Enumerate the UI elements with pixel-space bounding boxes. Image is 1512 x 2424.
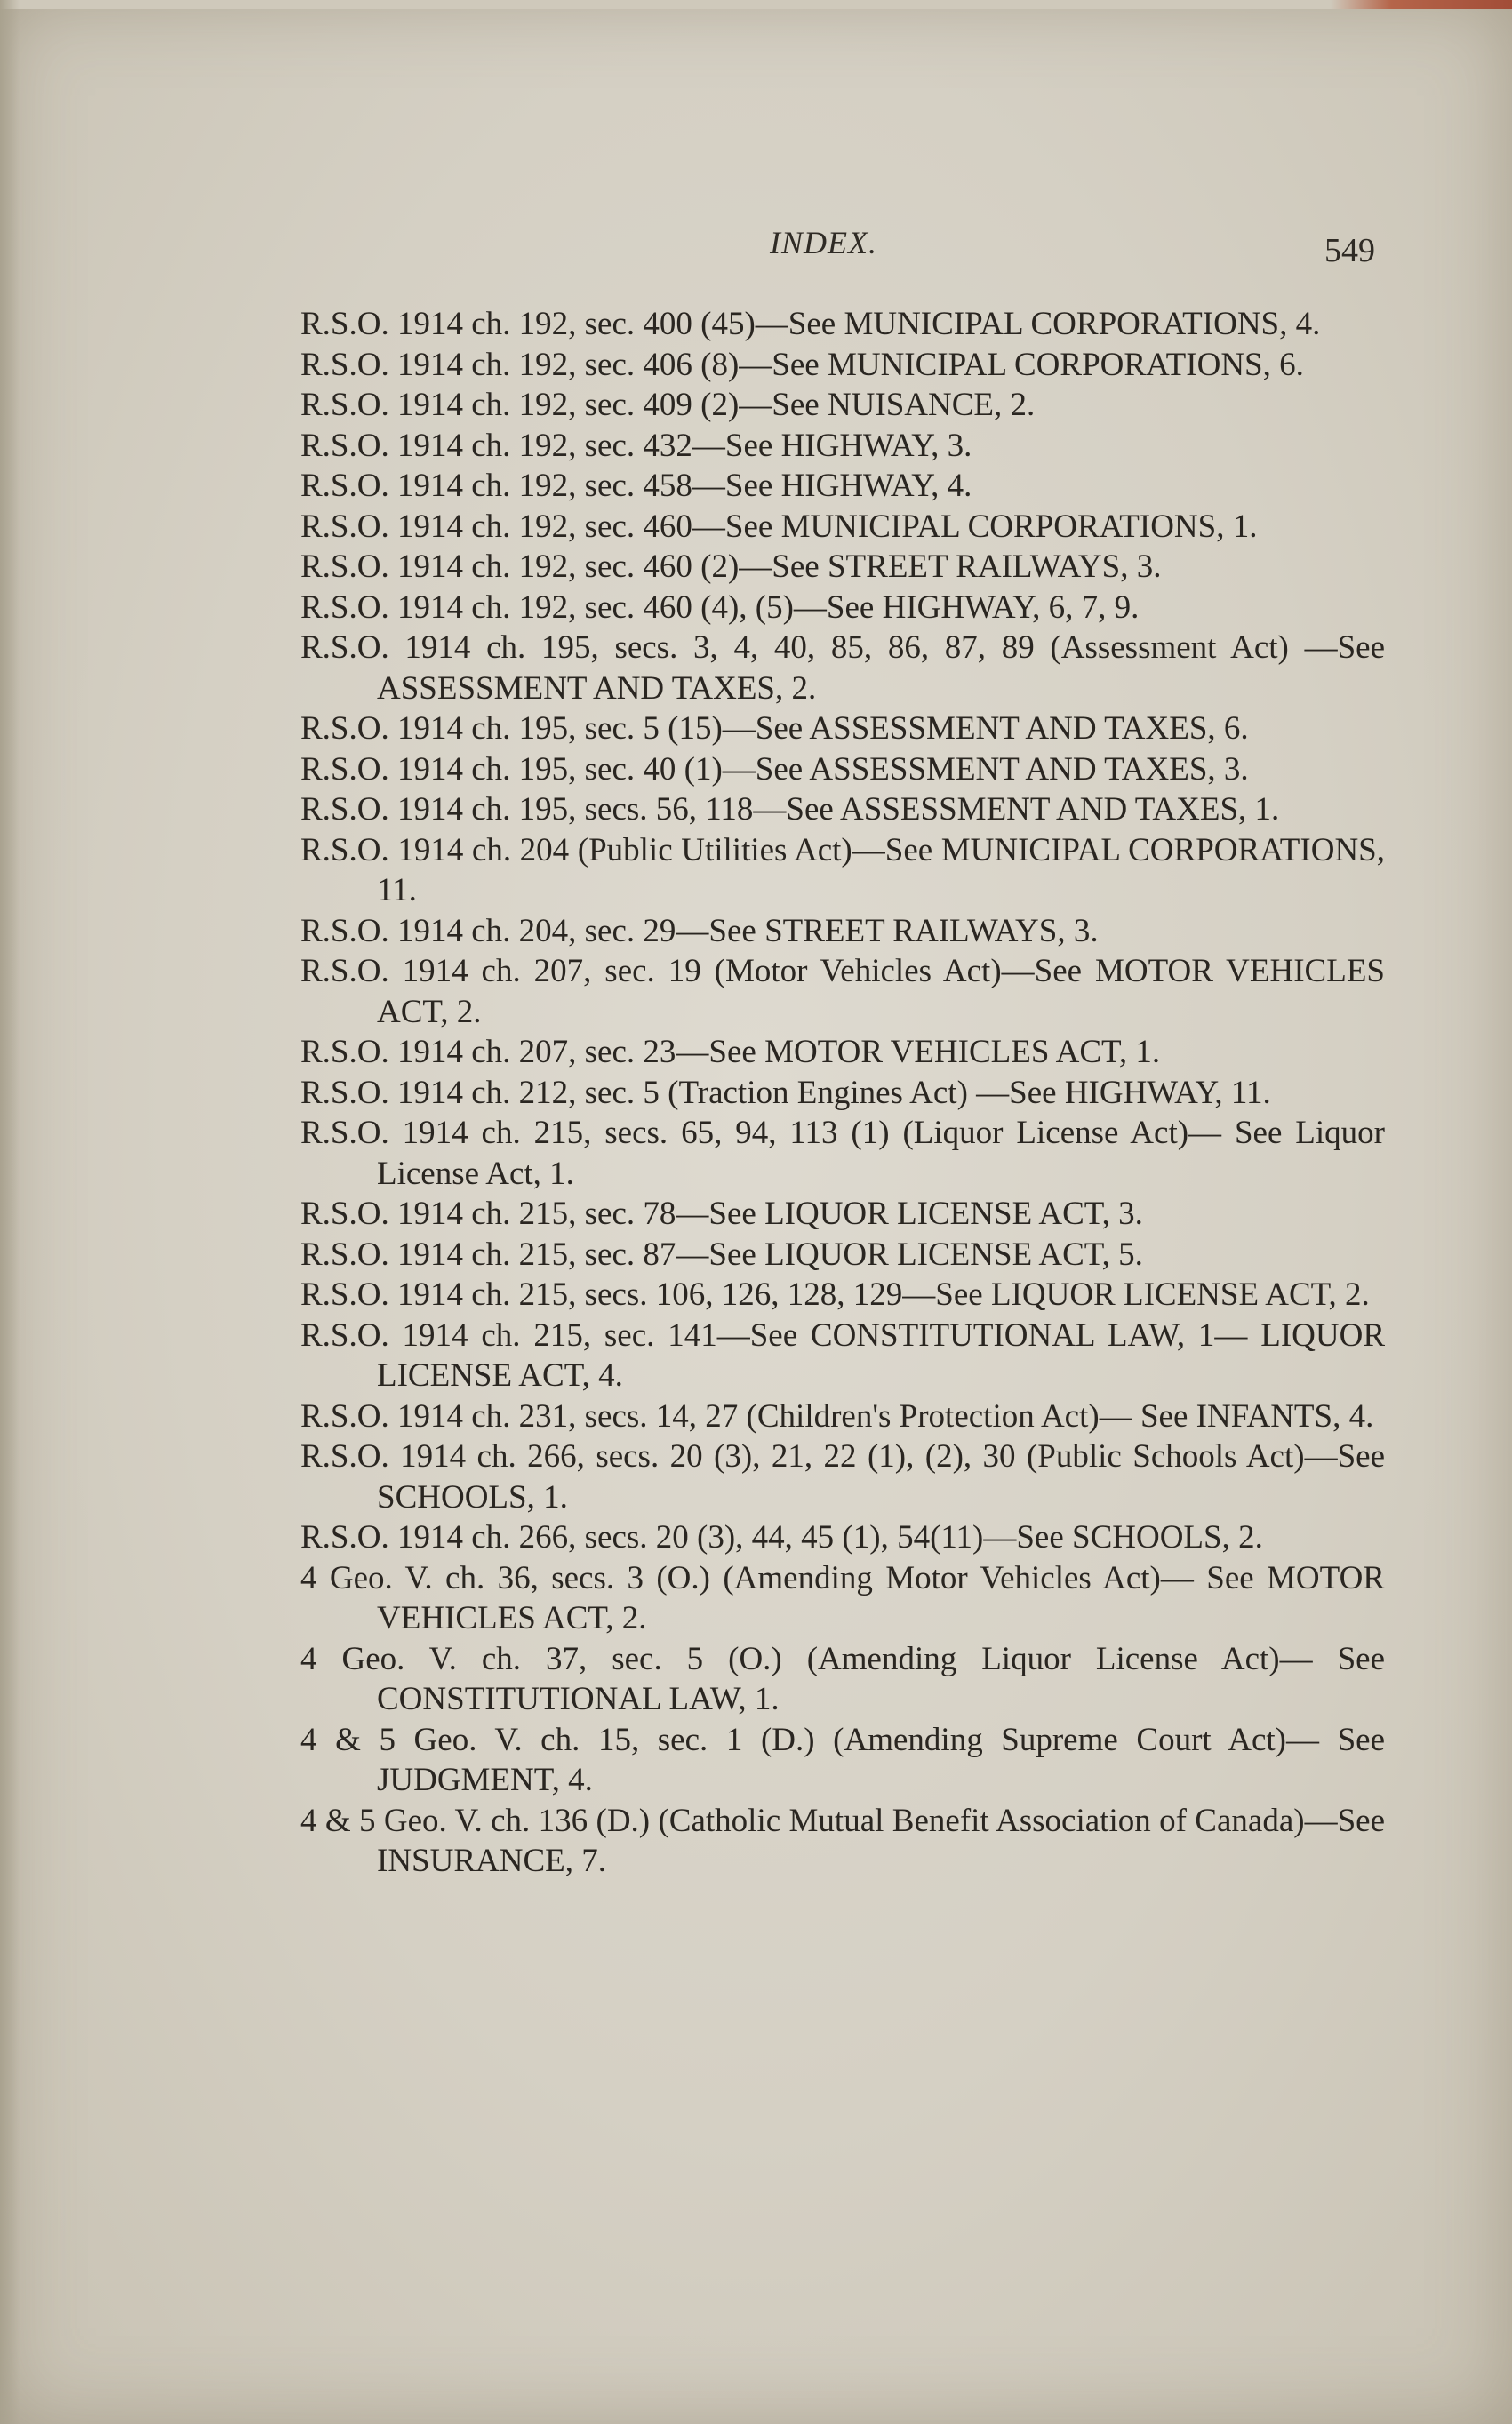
index-entry: R.S.O. 1914 ch. 207, sec. 19 (Motor Vehicles Act)—See MOTOR VEHICLES ACT, 2. <box>300 953 1385 1030</box>
index-entry: R.S.O. 1914 ch. 192, sec. 460 (2)—See STREET RAILWAYS, 3. <box>300 548 1162 585</box>
index-entry: R.S.O. 1914 ch. 204 (Public Utilities Act)—See MUNICIPAL CORPORATIONS, 11. <box>300 831 1385 908</box>
page-number: 549 <box>1324 232 1375 269</box>
index-entry: R.S.O. 1914 ch. 204, sec. 29—See STREET RAILWAYS, 3. <box>300 912 1099 949</box>
index-entry: R.S.O. 1914 ch. 231, secs. 14, 27 (Children's Protection Act)— See INFANTS, 4. <box>300 1397 1374 1435</box>
page-top-edge <box>0 0 1512 9</box>
index-entry: R.S.O. 1914 ch. 192, sec. 458—See HIGHWAY, 4. <box>300 468 972 504</box>
index-entry: R.S.O. 1914 ch. 215, secs. 106, 126, 128, 129—See LIQUOR LICENSE ACT, 2. <box>300 1276 1370 1313</box>
index-entry: R.S.O. 1914 ch. 215, sec. 78—See LIQUOR LICENSE ACT, 3. <box>300 1196 1143 1232</box>
index-entries <box>300 304 1385 1882</box>
index-entry: R.S.O. 1914 ch. 215, secs. 65, 94, 113 (1) (Liquor License Act)— See Liquor License Act, 1. <box>300 1115 1385 1192</box>
index-entry: R.S.O. 1914 ch. 195, sec. 5 (15)—See ASSESSMENT AND TAXES, 6. <box>300 710 1249 747</box>
index-entry: R.S.O. 1914 ch. 192, sec. 460 (4), (5)—See HIGHWAY, 6, 7, 9. <box>300 588 1140 626</box>
index-entry: R.S.O. 1914 ch. 192, sec. 406 (8)—See MUNICIPAL CORPORATIONS, 6. <box>300 346 1304 383</box>
index-entry: R.S.O. 1914 ch. 195, secs. 56, 118—See ASSESSMENT AND TAXES, 1. <box>300 791 1280 828</box>
index-entry: R.S.O. 1914 ch. 192, sec. 409 (2)—See NUISANCE, 2. <box>300 387 1036 423</box>
index-entry: 4 & 5 Geo. V. ch. 136 (D.) (Catholic Mutual Benefit Association of Canada)—See INSURANCE, 7. <box>300 1802 1385 1879</box>
page-header <box>0 224 1512 277</box>
index-entry: R.S.O. 1914 ch. 192, sec. 432—See HIGHWAY, 3. <box>300 427 972 464</box>
index-entry: R.S.O. 1914 ch. 195, sec. 40 (1)—See ASSESSMENT AND TAXES, 3. <box>300 750 1249 788</box>
index-entry: R.S.O. 1914 ch. 207, sec. 23—See MOTOR VEHICLES ACT, 1. <box>300 1034 1161 1070</box>
index-entry: R.S.O. 1914 ch. 215, sec. 141—See CONSTITUTIONAL LAW, 1— LIQUOR LICENSE ACT, 4. <box>300 1316 1385 1394</box>
index-entry: 4 & 5 Geo. V. ch. 15, sec. 1 (D.) (Amending Supreme Court Act)— See JUDGMENT, 4. <box>300 1721 1385 1798</box>
page-binding-edge <box>0 0 20 2424</box>
index-entry: R.S.O. 1914 ch. 266, secs. 20 (3), 44, 45 (1), 54(11)—See SCHOOLS, 2. <box>300 1519 1263 1556</box>
index-entry: R.S.O. 1914 ch. 215, sec. 87—See LIQUOR LICENSE ACT, 5. <box>300 1236 1143 1273</box>
index-entry: R.S.O. 1914 ch. 195, secs. 3, 4, 40, 85, 86, 87, 89 (Assessment Act) —See ASSESSMENT AND TAXES, 2. <box>300 629 1385 707</box>
index-entry: R.S.O. 1914 ch. 192, sec. 400 (45)—See MUNICIPAL CORPORATIONS, 4. <box>300 306 1321 342</box>
running-head: INDEX. <box>770 225 877 260</box>
index-entry: R.S.O. 1914 ch. 192, sec. 460—See MUNICIPAL CORPORATIONS, 1. <box>300 508 1258 545</box>
index-entry: 4 Geo. V. ch. 36, secs. 3 (O.) (Amending Motor Vehicles Act)— See MOTOR VEHICLES ACT, 2. <box>300 1559 1385 1636</box>
index-entry: R.S.O. 1914 ch. 266, secs. 20 (3), 21, 22 (1), (2), 30 (Public Schools Act)—See SCHOOLS, 1. <box>300 1438 1385 1516</box>
index-entry: R.S.O. 1914 ch. 212, sec. 5 (Traction Engines Act) —See HIGHWAY, 11. <box>300 1074 1271 1111</box>
index-entry: 4 Geo. V. ch. 37, sec. 5 (O.) (Amending Liquor License Act)— See CONSTITUTIONAL LAW, 1. <box>300 1640 1385 1717</box>
